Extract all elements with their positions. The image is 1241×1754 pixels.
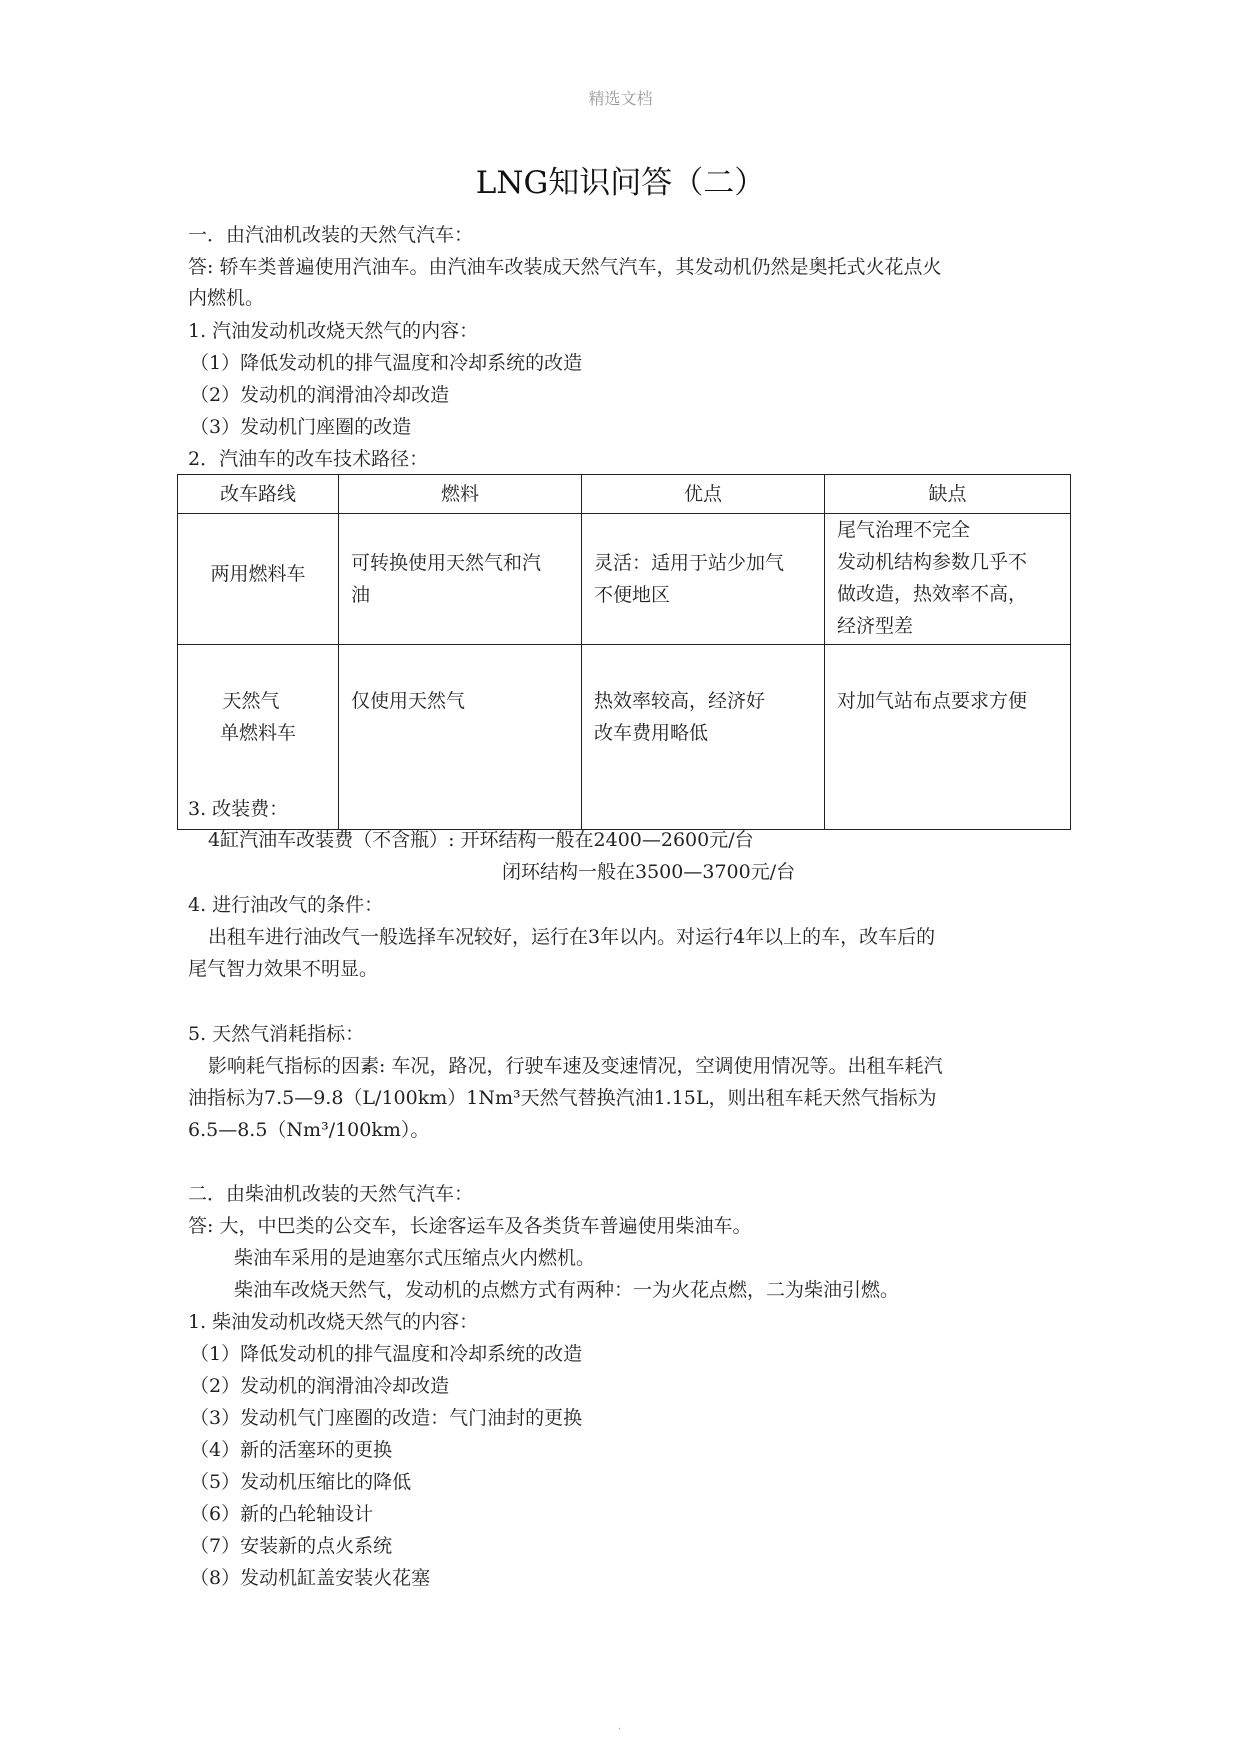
table-header-pros: 优点: [582, 475, 825, 514]
section-1-heading: 一．由汽油机改装的天然气汽车：: [188, 224, 474, 246]
table-cell-fuel: 仅使用天然气: [339, 645, 582, 830]
table-row: [178, 514, 1071, 645]
table-cell-pros: 灵活：适用于站少加气 不便地区: [582, 514, 825, 645]
page-footer-mark: .: [618, 1721, 622, 1732]
table-header-fuel: 燃料: [339, 475, 582, 514]
table-cell-cons: 对加气站布点要求方便: [825, 645, 1071, 830]
list-item: （2）发动机的润滑油冷却改造: [190, 1375, 450, 1397]
section-1-item-4: 4. 进行油改气的条件：: [188, 894, 384, 916]
list-item: （4）新的活塞环的更换: [190, 1439, 393, 1461]
list-item: （5）发动机压缩比的降低: [190, 1471, 412, 1493]
table-cell-route: 天然气 单燃料车: [178, 645, 339, 830]
list-item: （1）降低发动机的排气温度和冷却系统的改造: [190, 1343, 583, 1365]
section-1-item-1-c: （3）发动机门座圈的改造: [190, 416, 412, 438]
table-header-cons: 缺点: [825, 475, 1071, 514]
section-1-item-1: 1. 汽油发动机改烧天然气的内容：: [188, 320, 479, 342]
section-2-heading: 二．由柴油机改装的天然气汽车：: [188, 1183, 474, 1205]
section-1-item-5-c: 6.5—8.5（Nm³/100km）。: [188, 1119, 430, 1141]
section-2-answer-line-2: 柴油车采用的是迪塞尔式压缩点火内燃机。: [234, 1247, 596, 1269]
section-1-item-3: 3. 改装费：: [188, 798, 289, 820]
list-item: （8）发动机缸盖安装火花塞: [190, 1567, 431, 1589]
section-1-item-5-b: 油指标为7.5—9.8（L/100km）1Nm³天然气替换汽油1.15L，则出租车耗天然气指标为: [188, 1087, 937, 1109]
section-1-item-2: 2．汽油车的改车技术路径：: [188, 448, 429, 470]
table-cell-fuel: 可转换使用天然气和汽 油: [339, 514, 582, 645]
table-row: [178, 645, 1071, 830]
table-cell-route: 两用燃料车: [178, 514, 339, 645]
page-header: 精选文档: [588, 89, 653, 108]
section-2-answer-line-3: 柴油车改烧天然气，发动机的点燃方式有两种：一为火花点燃，二为柴油引燃。: [234, 1279, 900, 1301]
table-header-row: [178, 475, 1071, 514]
table-cell-pros: 热效率较高，经济好 改车费用略低: [582, 645, 825, 830]
section-1-item-4-a: 出租车进行油改气一般选择车况较好，运行在3年以内。对运行4年以上的车，改车后的: [208, 926, 936, 948]
section-1-item-5-a: 影响耗气指标的因素: 车况，路况，行驶车速及变速情况，空调使用情况等。出租车耗汽: [208, 1055, 943, 1077]
section-2-answer-line-1: 答: 大，中巴类的公交车，长途客运车及各类货车普遍使用柴油车。: [188, 1215, 752, 1237]
section-1-answer-line-2: 内燃机。: [188, 287, 265, 309]
list-item: （7）安装新的点火系统: [190, 1535, 393, 1557]
list-item: （6）新的凸轮轴设计: [190, 1503, 374, 1525]
section-1-item-4-b: 尾气智力效果不明显。: [188, 958, 379, 980]
conversion-route-table: [177, 474, 1071, 830]
table-header-route: 改车路线: [178, 475, 339, 514]
section-1-item-1-b: （2）发动机的润滑油冷却改造: [190, 384, 450, 406]
section-1-item-3-a: 4缸汽油车改装费（不含瓶）: 开环结构一般在2400—2600元/台: [208, 829, 754, 851]
section-2-item-1: 1. 柴油发动机改烧天然气的内容：: [188, 1311, 479, 1333]
section-1-item-1-a: （1）降低发动机的排气温度和冷却系统的改造: [190, 352, 583, 374]
table-cell-cons: 尾气治理不完全 发动机结构参数几乎不 做改造，热效率不高， 经济型差: [825, 514, 1071, 645]
list-item: （3）发动机气门座圈的改造：气门油封的更换: [190, 1407, 583, 1429]
page-title: LNG知识问答（二）: [475, 165, 766, 201]
section-1-item-5: 5. 天然气消耗指标：: [188, 1023, 365, 1045]
section-1-answer-line-1: 答: 轿车类普遍使用汽油车。由汽油车改装成天然气汽车，其发动机仍然是奥托式火花点火: [188, 256, 942, 278]
section-1-item-3-b: 闭环结构一般在3500—3700元/台: [502, 861, 796, 883]
